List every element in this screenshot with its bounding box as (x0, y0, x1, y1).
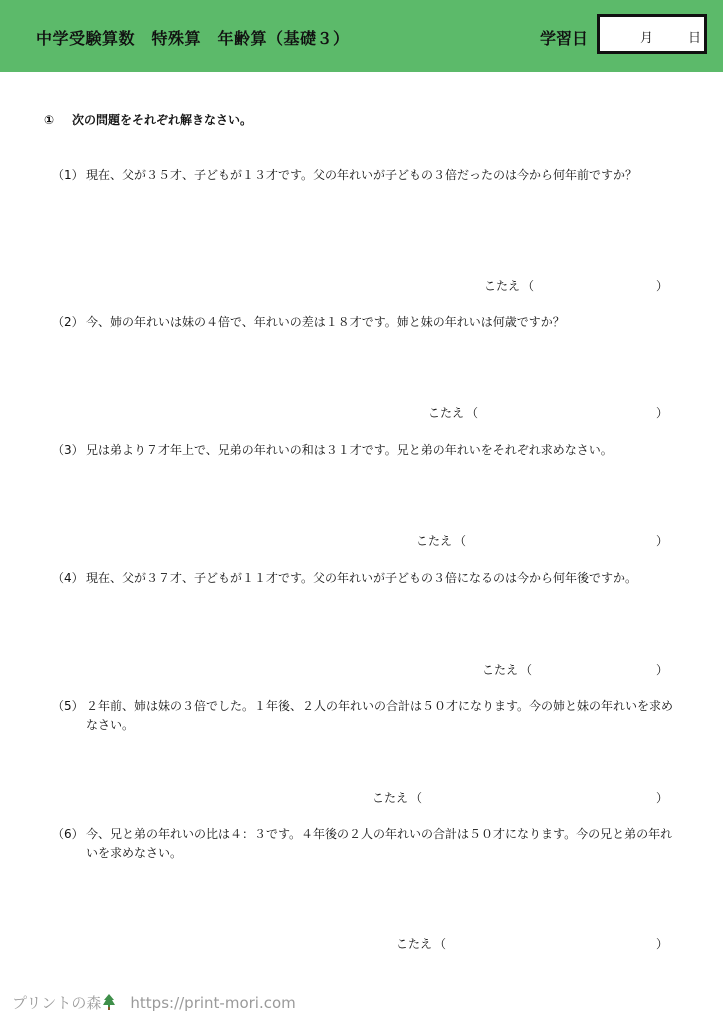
header-bar (0, 0, 723, 72)
answer-open-paren: （ (465, 406, 478, 420)
answer-label: こたえ (481, 663, 518, 677)
answer-close-paren: ） (655, 663, 668, 677)
answer-close-paren: ） (655, 937, 668, 951)
answer-blank[interactable] (530, 661, 656, 678)
answer-blank[interactable] (444, 935, 656, 952)
day-label: 日 (688, 31, 702, 46)
problem-2 (52, 313, 682, 332)
answer-line-6 (396, 935, 668, 952)
problem-6 (52, 825, 682, 863)
problem-1 (52, 166, 682, 185)
answer-open-paren: （ (519, 663, 532, 677)
answer-label: こたえ (427, 406, 464, 420)
answer-label: こたえ (483, 279, 520, 293)
month-label: 月 (640, 31, 654, 46)
footer (12, 992, 296, 1013)
answer-blank[interactable] (532, 277, 656, 294)
problem-number: （4） (52, 571, 84, 585)
footer-brand: プリントの森 (12, 994, 102, 1012)
date-box (597, 14, 707, 54)
answer-line-4 (482, 661, 668, 678)
answer-close-paren: ） (655, 279, 668, 293)
answer-close-paren: ） (655, 534, 668, 548)
problem-text: 兄は弟より７才年上で、兄弟の年れいの和は３１才です。兄と弟の年れいをそれぞれ求めなさい。 (86, 443, 613, 457)
problem-text: 今、兄と弟の年れいの比は４：３です。４年後の２人の年れいの合計は５０才になります。今の兄と弟の年れいを求めなさい。 (86, 827, 673, 860)
answer-line-5 (372, 789, 668, 806)
problem-text: 今、姉の年れいは妹の４倍で、年れいの差は１８才です。姉と妹の年れいは何歳ですか？ (86, 315, 565, 329)
answer-label: こたえ (415, 534, 452, 548)
answer-open-paren: （ (453, 534, 466, 548)
page-title: 中学受験算数 特殊算 年齢算（基礎３） (36, 29, 350, 48)
footer-url[interactable]: https://print-mori.com (130, 994, 296, 1012)
problem-5 (52, 697, 682, 735)
problem-4 (52, 569, 682, 588)
answer-close-paren: ） (655, 791, 668, 805)
answer-line-2 (428, 404, 668, 421)
instruction (44, 111, 252, 128)
answer-label: こたえ (371, 791, 408, 805)
problem-number: （1） (52, 168, 84, 182)
answer-blank[interactable] (464, 532, 656, 549)
date-label: 学習日 (540, 29, 589, 48)
problem-text: 現在、父が３７才、子どもが１１才です。父の年れいが子どもの３倍になるのは今から何年後ですか。 (86, 571, 638, 585)
problem-text: 現在、父が３５才、子どもが１３才です。父の年れいが子どもの３倍だったのは今から何年前ですか？ (86, 168, 638, 182)
answer-line-1 (484, 277, 668, 294)
answer-line-3 (416, 532, 668, 549)
answer-blank[interactable] (420, 789, 656, 806)
answer-blank[interactable] (476, 404, 656, 421)
problem-number: （5） (52, 699, 84, 713)
problem-number: （2） (52, 315, 84, 329)
instruction-text: 次の問題をそれぞれ解きなさい。 (72, 113, 253, 127)
answer-open-paren: （ (433, 937, 446, 951)
tree-icon (102, 994, 116, 1010)
instruction-number: ① (44, 113, 55, 127)
problem-number: （3） (52, 443, 84, 457)
answer-open-paren: （ (409, 791, 422, 805)
answer-open-paren: （ (521, 279, 534, 293)
problem-text: ２年前、姉は妹の３倍でした。１年後、２人の年れいの合計は５０才になります。今の姉と妹の年れいを求めなさい。 (86, 699, 674, 732)
answer-label: こたえ (395, 937, 432, 951)
problem-number: （6） (52, 827, 84, 841)
problem-3 (52, 441, 682, 460)
answer-close-paren: ） (655, 406, 668, 420)
